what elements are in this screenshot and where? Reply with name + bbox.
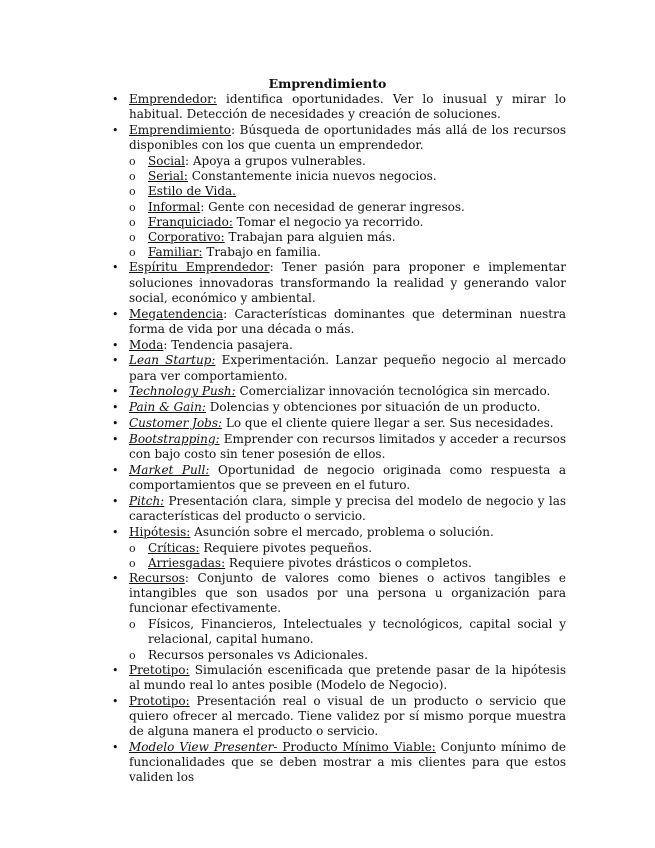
bullet-icon: • (112, 663, 119, 677)
bullet-icon: • (112, 93, 119, 106)
bullet-icon: • (112, 338, 119, 352)
list-item (110, 384, 566, 399)
item-term: Moda (129, 337, 164, 352)
item-term-secondary: Producto Mínimo Viable: (277, 740, 436, 755)
item-text: Presentación clara, simple y precisa del modelo de negocio y las características del producto o servicio. (129, 493, 566, 524)
item-text: Asunción sobre el mercado, problema o solución. (190, 524, 494, 539)
item-text: identifica oportunidades. Ver lo inusual y mirar lo habitual. Detección de necesidades y creación de soluciones. (129, 92, 566, 122)
sub-item-term: Serial: (148, 169, 188, 184)
bullet-icon: • (112, 432, 119, 446)
circle-bullet-icon: o (129, 231, 136, 245)
item-text: Dolencias y obtenciones por situación de un producto. (205, 400, 541, 415)
item-term: Customer Jobs: (129, 416, 223, 431)
bullet-icon: • (112, 401, 119, 415)
document-body (110, 92, 566, 786)
sub-item-term: Franquiciado: (148, 214, 233, 229)
list-item (110, 432, 566, 462)
sub-list-item (110, 154, 566, 169)
sub-list-item (110, 541, 566, 556)
item-term: Emprendedor: (129, 92, 217, 106)
list-item (110, 663, 566, 693)
sub-item-term: Críticas: (148, 540, 200, 555)
list-item (110, 694, 566, 740)
item-text: Simulación escenificada que pretende pasar de la hipótesis al mundo real lo antes posible (Modelo de Negocio). (129, 662, 566, 693)
page-title: Emprendimiento (268, 76, 387, 91)
list-item (110, 740, 566, 786)
sub-item-text: Requiere pivotes pequeños. (199, 540, 373, 555)
sub-item-term: Social (148, 154, 185, 168)
item-term: Recursos (129, 571, 185, 586)
item-text: Conjunto mínimo de funcionalidades que se deben mostrar a mis clientes para que estos validen los (129, 740, 566, 785)
list-item (110, 260, 566, 306)
circle-bullet-icon: o (129, 556, 136, 570)
circle-bullet-icon: o (129, 215, 136, 229)
bullet-icon: • (112, 307, 119, 321)
item-text: : Conjunto de valores como bienes o activos tangibles e intangibles que son usados por una persona u organización para funcionar efectivamente. (129, 571, 566, 616)
bullet-icon: • (112, 417, 119, 431)
sub-list-item (110, 617, 566, 647)
list-item (110, 525, 566, 540)
sub-item-term: Estilo de Vida. (148, 184, 236, 199)
item-term: Megatendencia (129, 306, 224, 321)
circle-bullet-icon: o (129, 618, 136, 632)
item-term: Technology Push: (129, 384, 236, 399)
item-text: Emprender con recursos limitados y acceder a recursos con bajo costo sin tener posesión de ellos. (129, 431, 566, 462)
bullet-icon: • (112, 124, 119, 137)
item-text: : Tener pasión para proponer e implementar soluciones innovadoras transformando la realidad y generando valor social, económico y ambiental. (129, 260, 566, 305)
sub-list-item (110, 230, 566, 245)
sub-list-item (110, 169, 566, 184)
sub-list-item (110, 648, 566, 663)
sub-list-item (110, 245, 566, 260)
item-text: Lo que el cliente quiere llegar a ser. Sus necesidades. (222, 416, 554, 431)
list-item (110, 307, 566, 337)
circle-bullet-icon: o (129, 246, 136, 260)
bullet-icon: • (112, 694, 119, 708)
item-term: Prototipo: (129, 693, 190, 708)
sub-item-text: Recursos personales vs Adicionales. (148, 647, 368, 662)
list-item (110, 338, 566, 353)
item-term: Bootstrapping: (129, 431, 220, 446)
circle-bullet-icon: o (129, 648, 136, 662)
item-text: Comercializar innovación tecnológica sin mercado. (235, 384, 551, 399)
list-item (110, 494, 566, 524)
item-text: Presentación real o visual de un producto o servicio que quiero ofrecer al mercado. Tiene validez por sí mismo porque muestra de alguna manera el producto o servicio. (129, 693, 566, 739)
sub-item-text: Trabajo en familia. (202, 245, 321, 260)
item-term: Pretotipo: (129, 662, 190, 677)
bullet-icon: • (112, 494, 119, 508)
list-item (110, 463, 566, 493)
item-term: Hipótesis: (129, 524, 191, 539)
sub-list-item (110, 200, 566, 215)
item-term: Espíritu Emprendedor (129, 260, 270, 275)
bullet-icon: • (112, 463, 119, 477)
bullet-icon: • (112, 741, 119, 755)
bullet-icon: • (112, 525, 119, 539)
item-term: Lean Startup: (129, 353, 216, 368)
item-term: Market Pull: (129, 462, 210, 477)
sub-item-text: Requiere pivotes drásticos o completos. (225, 555, 472, 570)
sub-item-term: Informal (148, 199, 201, 214)
sub-item-text: Trabajan para alguien más. (224, 230, 396, 245)
item-text: Oportunidad de negocio originada como respuesta a comportamientos que se preveen en el futuro. (129, 462, 566, 493)
list-item (110, 353, 566, 383)
sub-item-term: Arriesgadas: (148, 555, 226, 570)
sub-item-text: Constantemente inicia nuevos negocios. (187, 169, 437, 184)
item-term: Pain & Gain: (129, 400, 206, 415)
circle-bullet-icon: o (129, 185, 136, 199)
item-text: : Búsqueda de oportunidades más allá de los recursos disponibles con los que cuenta un emprendedor. (129, 123, 566, 153)
sub-list-item (110, 556, 566, 571)
item-text: : Características dominantes que determinan nuestra forma de vida por una década o más. (129, 306, 566, 336)
sub-list-item (110, 215, 566, 230)
sub-item-text: Físicos, Financieros, Intelectuales y tecnológicos, capital social y relacional, capital humano. (148, 617, 566, 647)
bullet-icon: • (112, 385, 119, 399)
bullet-icon: • (112, 354, 119, 368)
list-item (110, 571, 566, 617)
list-item (110, 123, 566, 153)
sub-item-term: Familiar: (148, 245, 203, 260)
item-term: Pitch: (129, 493, 165, 508)
bullet-icon: • (112, 572, 119, 586)
sub-item-term: Corporativo: (148, 230, 225, 245)
item-term: Modelo View Presenter- (129, 740, 278, 755)
sub-item-text: : Gente con necesidad de generar ingresos. (200, 199, 465, 214)
item-term: Emprendimiento (129, 123, 231, 137)
sub-item-text: Tomar el negocio ya recorrido. (232, 214, 424, 229)
item-text: : Tendencia pasajera. (163, 337, 293, 352)
sub-list-item (110, 184, 566, 199)
list-item (110, 92, 566, 122)
list-item (110, 416, 566, 431)
circle-bullet-icon: o (129, 200, 136, 214)
list-item (110, 400, 566, 415)
sub-item-text: : Apoya a grupos vulnerables. (185, 154, 366, 168)
item-text: Experimentación. Lanzar pequeño negocio al mercado para ver comportamiento. (129, 353, 567, 383)
circle-bullet-icon: o (129, 541, 136, 555)
bullet-icon: • (112, 261, 119, 275)
circle-bullet-icon: o (129, 155, 136, 168)
circle-bullet-icon: o (129, 170, 136, 184)
